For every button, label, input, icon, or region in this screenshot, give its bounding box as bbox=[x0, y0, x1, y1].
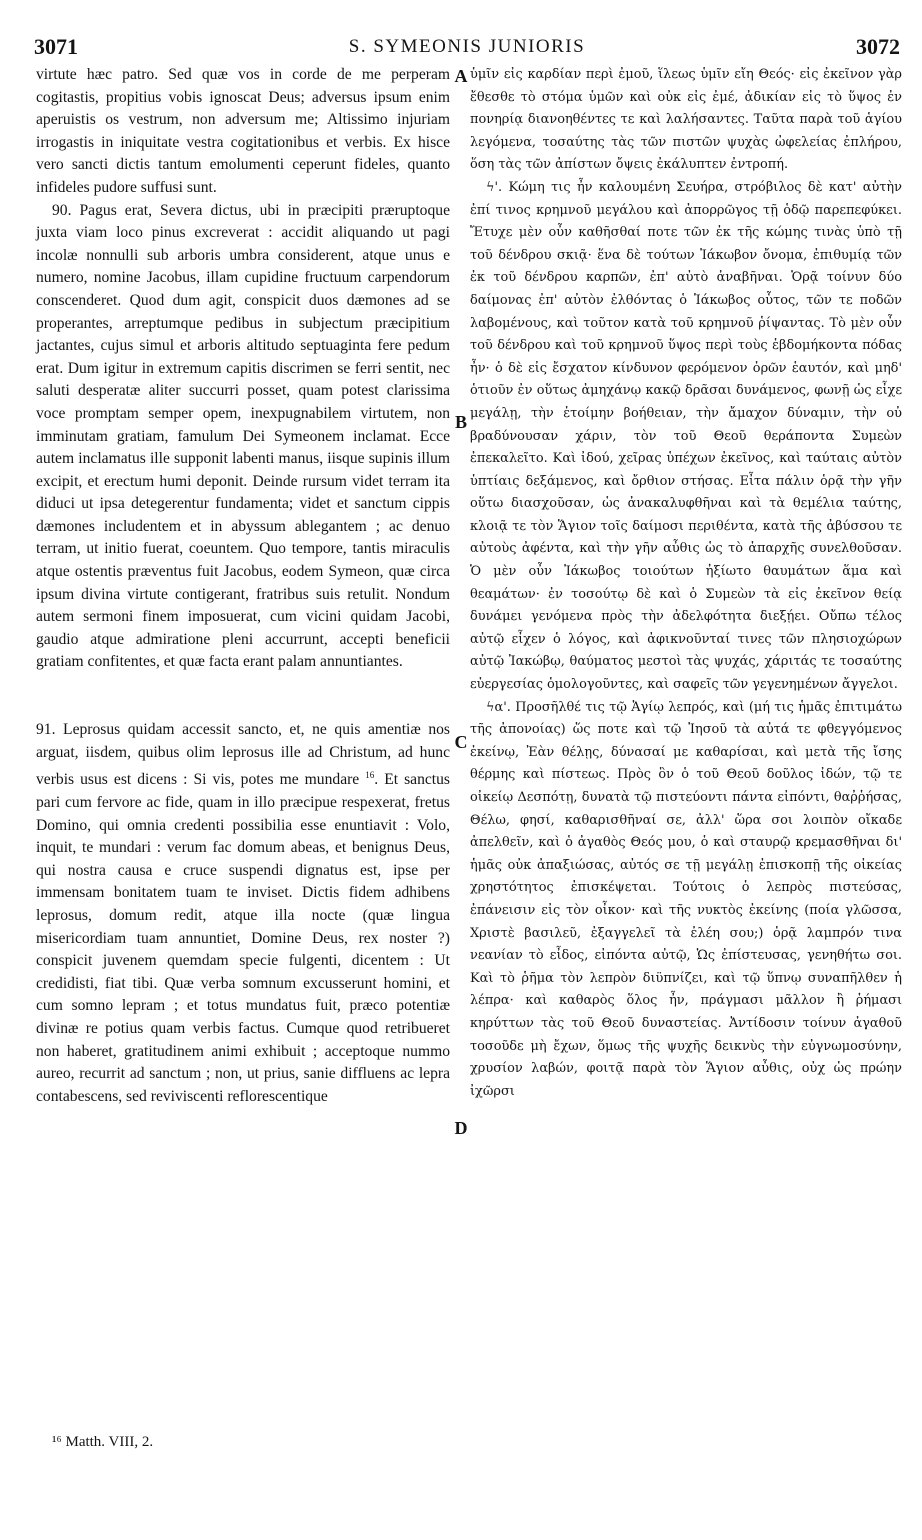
latin-paragraph-91-part2: . Et sanctus pari cum fervore ac fide, quam in illo præcipue respexerat, fretus Domino, qui omnia credenti possibilia esse enuntiavit : Volo, inquit, te mundari : verum fac domum abeas, et benignus Deus, qui nostra causa e cruce suspendi dignatus est, ipse per immensam bonitatem tuam te inviset. Dictis fidem adhibens leprosus, domum redit, atque illa nocte (quæ lingua misericordiam tuam annuntiet, Domine Deus, rex noster ?) conspicit juvenem quemdam specie fulgenti, dicentem : Ut credidisti, fiat tibi. Quæ verba somnum excusserunt homini, et cum somno lepram ; et totus mundatus fuit, præco potentiæ divinæ re potius quam verbis factus. Cumque quod retribueret non haberet, gratitudinem animi exhibuit ; acceptoque nummo aureo, recurrit ad sanctum ; non, ut prius, sanie diffluens ac lepra contabescens, sed reviviscenti reflorescentique bbox=[36, 771, 450, 1105]
page-number-left: 3071 bbox=[34, 34, 78, 59]
margin-marker-d: D bbox=[454, 1118, 468, 1138]
margin-marker-b: B bbox=[454, 412, 467, 432]
greek-column bbox=[470, 64, 902, 1103]
page-header bbox=[34, 34, 900, 64]
footnote: ¹⁶ Matth. VIII, 2. bbox=[52, 1434, 154, 1450]
paragraph-gap bbox=[36, 674, 450, 719]
greek-paragraph-90: ϟ'. Κώμη τις ἦν καλουμένη Σευήρα, στρόβιλος δὲ κατ' αὐτὴν ἐπί τινος κρημνοῦ μεγάλου καὶ ἀπορρῶγος τῇ ὁδῷ παρεπεφύκει. Ἔτυχε μὲν οὖν καθῆσθαί ποτε τῶν ἐκ τῆς κώμης τινὰς ὑπὸ τῇ τοῦ δένδρου σκιᾷ· ἕνα δὲ τούτων Ἰάκωβον ὄνομα, ἐπιθυμίᾳ τῶν ἐκ τοῦ δένδρου καρπῶν, ἐπ' αὐτὸ ἀναβῆναι. Ὁρᾷ τοίνυν δύο δαίμονας ἐπ' αὐτὸν ἐλθόντας ὁ Ἰάκωβος οὗτος, τῶν τε ποδῶν λαβομένους, καὶ τοῦτον κατὰ τοῦ κρημνοῦ ῥίψαντας. Τὸ μὲν οὖν τοῦ δένδρου καὶ τοῦ κρημνοῦ ὕψος περὶ τοὺς ἑβδομήκοντα πόδας ἦν· ὁ δὲ εἰς ἔσχατον κίνδυνον φερόμενον ὁρῶν ἑαυτόν, καὶ μηδ' ὁτιοῦν ἐν οὕτως ἀμηχάνῳ κακῷ δρᾶσαι δυνάμενος, φωνῇ ὡς εἶχε μεγάλῃ, τὴν ἑτοίμην βοήθειαν, τὴν ἄμαχον δύναμιν, τὴν οὐ βραδύνουσαν χάριν, τὸν τοῦ Θεοῦ θεράποντα Συμεὼν ἐπεκαλεῖτο. Καὶ ἰδού, χεῖρας ὑπέχων ἐκεῖνος, καὶ ταύταις αὐτὸν ὑπτίαις δεξάμενος, καὶ ὄρθιον στήσας. Εἶτα πάλιν ὁρᾷ τὴν γῆν οὕτω διασχοῦσαν, ὡς ἀνακαλυφθῆναι καὶ τὰ θεμέλια ταύτης, κλοιᾷ τε τὸν Ἅγιον τοῖς δαίμοσι περιθέντα, κατὰ τῆς ἀβύσσου τε αὐτοὺς ἀφέντα, καὶ τὴν γῆν αὖθις ὡς τὸ ἀπαρχῆς συνελθοῦσαν. Ὁ μὲν οὖν Ἰάκωβος τοιούτων ἠξίωτο θαυμάτων ἅμα καὶ θεαμάτων· ἐν τοσούτῳ δὲ καὶ ὁ Συμεὼν τὰ εἰς ἐκεῖνον θείᾳ δυνάμει γενόμενα πρὸς τὴν ἀδελφότητα διεξῄει. Οὔπω τέλος αὐτῷ εἶχεν ὁ λόγος, καὶ ἀφικνοῦνταί τινες τῶν πλησιοχώρων αὐτῷ Ἰακώβῳ, θαύματος μεστοὶ τὰς ψυχάς, χάριτάς τε τοσαύτης εὐεργεσίας ὁμολογοῦντες, καὶ σαφεῖς τῶν γεγενημένων ἄγγελοι. bbox=[470, 179, 902, 693]
margin-marker-a: A bbox=[454, 66, 468, 86]
latin-paragraph-91 bbox=[36, 719, 450, 1108]
greek-paragraph-continued: ὑμῖν εἰς καρδίαν περὶ ἐμοῦ, ἵλεως ὑμῖν εἴη Θεός· εἰς ἐκεῖνον γὰρ ἔθεσθε τὸ στόμα ὑμῶν καὶ οὐκ εἰς ἐμέ, ἀδικίαν εἰς τὸ ὕψος ἐν πονηρίᾳ διανοηθέντες τε καὶ λαλήσαντες. Ταῦτα παρὰ τοῦ ἁγίου λεγόμενα, τοσαύτης τὰς τῶν πιστῶν ψυχὰς ὠφελείας ἐπλήρου, ὅση τὰς τῶν ἀπίστων ὄψεις ἐκάλυπτεν ἐντροπή. bbox=[470, 67, 902, 173]
latin-paragraph-91-part1: 91. Leprosus quidam accessit sancto, et, ne quis amentiæ nos arguat, iisdem, quibus olim leprosus ille ad Christum, ad hunc verbis usus est dicens : Si vis, potes me mundare bbox=[36, 721, 450, 789]
greek-paragraph-91: ϟα'. Προσῆλθέ τις τῷ Ἁγίῳ λεπρός, καὶ (μή τις ἡμᾶς ἐπιτιμάτω τῆς ἀπονοίας) ὥς ποτε καὶ τῷ Ἰησοῦ τὰ αὐτά τε φθεγγόμενος ἐκείνῳ, Ἐὰν θέλῃς, δύνασαί με καθαρίσαι, καὶ μετὰ τῆς ἴσης θέρμης καὶ πίστεως. Πρὸς ὃν ὁ τοῦ Θεοῦ δοῦλος ἰδών, τῷ τε οἰκείῳ Δεσπότῃ, δυνατὰ τῷ πιστεύοντι πάντα εἰπόντι, θαῤῥήσας, Θέλω, φησί, καθαρισθῆναί σε, ἀλλ' ὥρα σοι λοιπὸν οἴκαδε ἀπελθεῖν, καὶ ὁ ἀγαθὸς Θεός μου, ὁ καὶ σταυρῷ κρεμασθῆναι δι' ἡμᾶς οὐκ ἀπαξιώσας, αὐτός σε τῇ μεγάλῃ ἐπισκοπῇ τῆς οἰκείας χρηστότητος ἐπισκέψεται. Τούτοις ὁ λεπρὸς πιστεύσας, ἐπάνεισιν εἰς τὸν οἶκον· καὶ τῆς νυκτὸς ἐκείνης (ποία γλῶσσα, Χριστὲ βασιλεῦ, ἐξαγγελεῖ τὰ ἐλέη σου;) ὁρᾷ λαμπρόν τινα νεανίαν τὸ εἶδος, εἰπόντα αὐτῷ, Ὡς ἐπίστευσας, γενηθήτω σοι. Καὶ τὸ ῥῆμα τὸν λεπρὸν διϋπνίζει, καὶ τῷ ὕπνῳ συναπῆλθεν ἡ λέπρα· καὶ καθαρὸς ὅλος ἦν, πράγμασι μᾶλλον ἢ ῥήμασι κηρύττων τὰς τοῦ Θεοῦ δυναστείας. Ἀντίδοσιν τοίνυν ἀγαθοῦ τοσοῦδε μὴ ἔχων, ὅμως τῆς ψυχῆς δεικνὺς τὴν εὐγνωμοσύνην, χρυσίον λαβών, φοιτᾷ παρὰ τὸν Ἅγιον αὖθις, οὐχ ὡς πρώην ἰχῶρσι bbox=[470, 699, 902, 1099]
margin-marker-c: C bbox=[454, 732, 468, 752]
page-number-right: 3072 bbox=[856, 34, 900, 59]
footnote-ref: 16 bbox=[365, 770, 375, 781]
latin-column bbox=[36, 64, 450, 1108]
latin-paragraph-90: 90. Pagus erat, Severa dictus, ubi in præcipiti præruptoque juxta viam loco pinus excreverat : accidit aliquando ut pagi incolæ nonnulli sub arboris umbra considerent, atque unus e numero, nomine Jacobus, illam cupidine fructuum carpendorum conscenderet. Quod dum agit, conspicit duos dæmones ad se properantes, arreptumque pedibus in subjectum præcipitium jactantes, cujus simul et arboris altitudo septuaginta fere pedum erat. Dum igitur in extremum capitis discrimen se ferri sentit, nec saluti desperatæ aliter succurri posset, quam potest clarissima voce promptam semper opem, inexpugnabilem virtutem, non imminutam gratiam, famulum Dei Symeonem inclamat. Ecce autem inclamatus ille supponit labenti manus, iisque supinis illum excipit, et erectum humi deponit. Deinde rursum videt terram ita diduci ut ipsa detegerentur fundamenta; videt et sanctum cippis dæmones includentem et in abyssum ablegantem ; ac denuo terram, ut initio fuerat, coeuntem. Quo tempore, tantis miraculis atque ostentis præventus fuit Jacobus, eodem Symeon, quæ circa ipsum divina virtute contigerant, fratribus suis retulit. Nondum autem sermoni finem imposuerat, cum vicini quidam Jacobi, gaudio atque admiratione pleni accurrunt, accepti beneficii gratiam confitentes, et quæ facta erant palam annuntiantes. bbox=[36, 201, 450, 671]
running-title: S. SYMEONIS JUNIORIS bbox=[348, 36, 586, 57]
latin-paragraph-continued: virtute hæc patro. Sed quæ vos in corde de me perperam cogitastis, propitius vobis ignoscat Deus; adversus ipsum enim aperuistis os vestrum, non adversum me; Altissimo injuriam irrogastis in iniquitate vestra cogitationibus et verbis. Ex hisce vero sancti dictis tantum emolumenti ceperunt fideles, quanto infideles pudore suffusi sunt. bbox=[36, 66, 450, 196]
